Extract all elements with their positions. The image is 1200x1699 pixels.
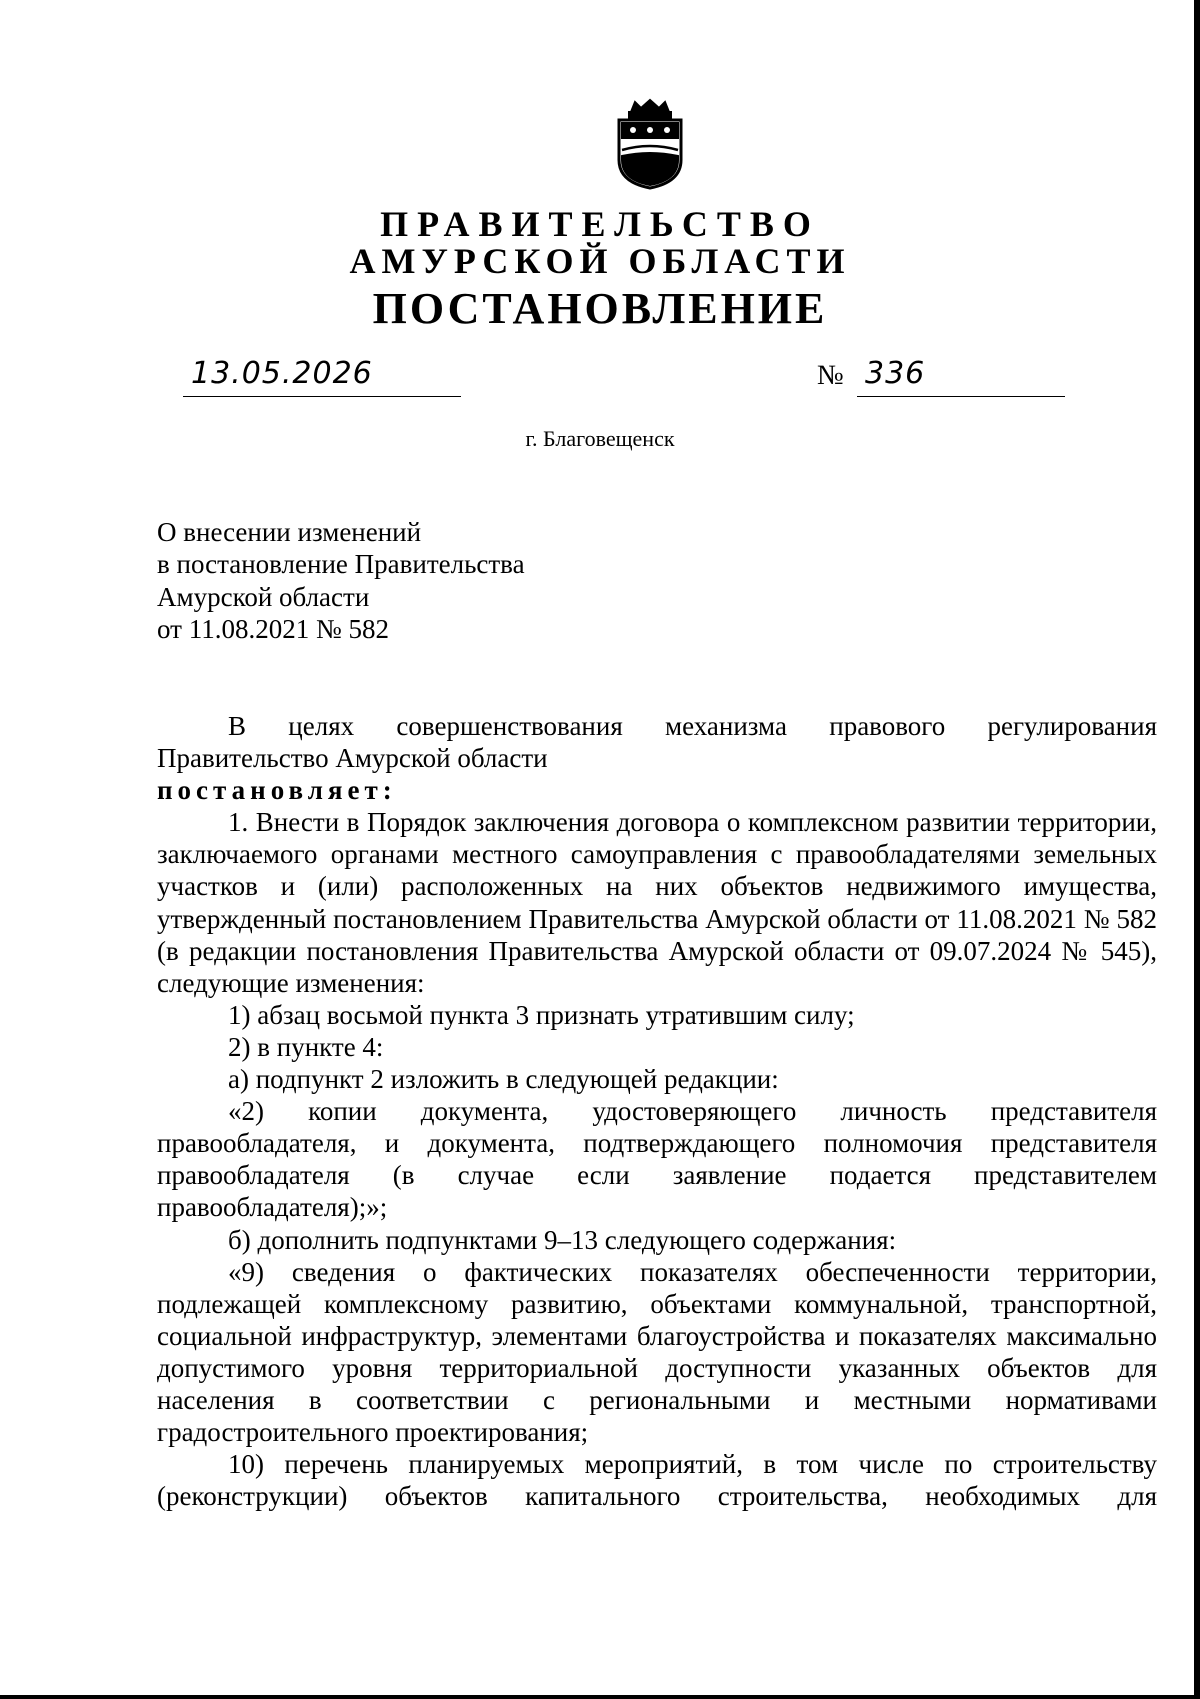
body-paragraph: «2) копии документа, удостоверяющего личность представителя правообладателя, и документа, подтверждающего полномочия представителя правообладателя (в случае если заявление подается представителем правообладателя);»;	[157, 1096, 1157, 1223]
body-paragraph: 2) в пункте 4:	[228, 1031, 384, 1062]
document-number-field	[857, 356, 1065, 397]
subject-line: в постановление Правительства	[157, 549, 525, 580]
subject-line: от 11.08.2021 № 582	[157, 614, 389, 645]
decree-word: постановляет:	[157, 775, 397, 806]
document-type-title: ПОСТАНОВЛЕНИЕ	[372, 284, 828, 333]
organization-name-line1: ПРАВИТЕЛЬСТВО	[380, 204, 820, 244]
body-paragraph: б) дополнить подпунктами 9–13 следующего содержания:	[228, 1224, 897, 1255]
subject-line: Амурской области	[157, 581, 370, 612]
body-paragraph: 1) абзац восьмой пункта 3 признать утратившим силу;	[228, 999, 855, 1030]
subject-line: О внесении изменений	[157, 517, 422, 547]
document-date-field	[183, 356, 461, 397]
handwritten-number: 336	[865, 356, 926, 391]
number-sign-label: №	[817, 360, 844, 391]
document-subject	[157, 516, 525, 646]
body-paragraph: а) подпункт 2 изложить в следующей редакции:	[228, 1064, 779, 1095]
city-name: г. Благовещенск	[525, 426, 675, 451]
coat-of-arms-icon	[611, 98, 689, 190]
organization-name-line2: АМУРСКОЙ ОБЛАСТИ	[349, 241, 851, 281]
body-paragraph: 10) перечень планируемых мероприятий, в том числе по строительству (реконструкции) объектов капитального строительства, необходимых для	[157, 1449, 1157, 1512]
handwritten-date: 13.05.2026	[191, 356, 373, 391]
scan-edge-bottom	[0, 1695, 1200, 1699]
intro-paragraph: В целях совершенствования механизма правового регулирования Правительство Амурской области	[157, 711, 1157, 774]
document-body	[157, 710, 1157, 1512]
body-paragraph: 1. Внести в Порядок заключения договора о комплексном развитии территории, заключаемого органами местного самоуправления с правообладателями земельных участков и (или) расположенных на них объектов недвижимого имущества, утвержденный постановлением Правительства Амурской области от 11.08.2021 № 582 (в редакции постановления Правительства Амурской области от 09.07.2024 № 545), следующие изменения:	[157, 807, 1157, 998]
body-paragraph: «9) сведения о фактических показателях обеспеченности территории, подлежащей комплексному развитию, объектами коммунальной, транспортной, социальной инфраструктур, элементами благоустройства и показателях максимально допустимого уровня территориальной доступности указанных объектов для населения в соответствии с региональными и местными нормативами градостроительного проектирования;	[157, 1256, 1157, 1448]
